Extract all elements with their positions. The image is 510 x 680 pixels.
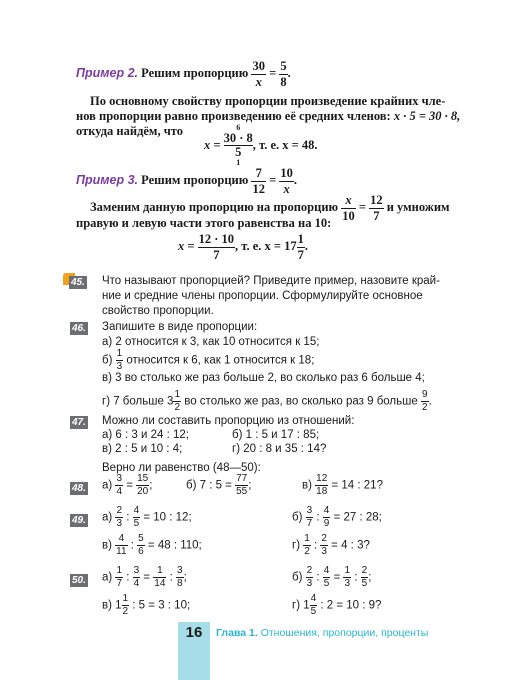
example-2-header: Пример 2. Решим пропорцию $\frac{30}{x}$ = $\frac{5}{8}$ . xyxy=(76,59,291,89)
task-46: Запишите в виде пропорции: а) 2 относится к 3, как 10 относится к 15; xyxy=(102,321,320,348)
example-2-text: Решим пропорцию xyxy=(141,65,249,80)
example-2-label: Пример 2. xyxy=(76,65,138,80)
task-46-v: в) 3 во столько же раз больше 2, во сколько раз 6 больше 4; xyxy=(102,372,425,384)
chapter-title: Глава 1. Отношения, пропорции, проценты xyxy=(216,627,429,639)
example-3-header: Пример 3. Решим пропорцию $\frac{7}{12}$ = $\frac{10}{x}$ . xyxy=(76,166,297,196)
fraction: $\frac{5}{8}$ xyxy=(280,59,287,89)
task-45: Что называют пропорцией? Приведите пример, назовите край- ние и средние члены пропорции. Сформулируйте основное свойство пропорции. xyxy=(102,275,440,317)
example-3-text: Решим пропорцию xyxy=(141,172,249,187)
example-2-solution: x = 6 30 · 8 5 1 , т. е. x = 48. xyxy=(204,123,318,167)
fraction: $\frac{30}{x}$ xyxy=(252,59,265,89)
task-48-b: б) 7 : 5 = $\frac{77}{55}$ ; xyxy=(186,473,252,497)
task-49-b: б) $\frac{3}{7}$ : $\frac{4}{9}$ = 27 : 28; xyxy=(292,505,382,529)
task-49-v: в) $\frac{4}{11}$ : $\frac{5}{6}$ = 48 : 110; xyxy=(102,533,202,557)
task-45-number: 45. xyxy=(71,277,85,288)
example-2-paragraph: По основному свойству пропорции произведение крайних чле- нов пропорции равно произведению её средних членов: x · 5 = 30 · 8, откуда найдём, что xyxy=(76,94,461,138)
task-48-v: в) $\frac{12}{18}$ = 14 : 21? xyxy=(302,473,383,497)
task-50-b: б) $\frac{2}{3}$ : $\frac{4}{5}$ = $\frac{1}{3}$ : $\frac{2}{5}$ ; xyxy=(292,565,372,589)
task-50-number: 50. xyxy=(72,575,86,586)
example-3-paragraph-2: правую и левую части этого равенства на 10: xyxy=(76,216,332,230)
page-number: 16 xyxy=(185,624,203,641)
task-49-g: г) $\frac{1}{2}$ : $\frac{2}{3}$ = 4 : 3? xyxy=(292,533,370,557)
task-48-number: 48. xyxy=(72,483,86,494)
example-3-label: Пример 3. xyxy=(76,172,138,187)
task-49-a: а) $\frac{2}{3}$ : $\frac{4}{5}$ = 10 : 12; xyxy=(102,505,192,529)
task-47: Можно ли составить пропорцию из отношений: xyxy=(102,415,355,427)
task-46-g: г) 7 больше 3 $\frac{1}{2}$ во столько же раз, во сколько раз 9 больше $\frac{9}{2}$ . xyxy=(102,389,432,413)
task-50-a: а) $\frac{1}{7}$ : $\frac{3}{4}$ = $\frac{1}{14}$ : $\frac{3}{8}$ ; xyxy=(102,565,187,589)
task-47-right: б) 1 : 5 и 17 : 85; г) 20 : 8 и 35 : 14? xyxy=(232,429,327,455)
task-50-g: г) 1 $\frac{4}{5}$ : 2 = 10 : 9? xyxy=(292,593,382,617)
task-46-b: б) $\frac{1}{3}$ относится к 6, как 1 относится к 18; xyxy=(102,348,315,372)
task-50-v: в) 1 $\frac{1}{2}$ : 5 = 3 : 10; xyxy=(102,593,191,617)
task-47-left: а) 6 : 3 и 24 : 12; в) 2 : 5 и 10 : 4; xyxy=(102,429,189,455)
example-3-solution: x = $\frac{12 \cdot 10}{7}$ , т. е. x = 17 $\frac{1}{7}$ . xyxy=(178,232,309,262)
task-48-a: а) $\frac{3}{4}$ = $\frac{15}{20}$ ; xyxy=(102,473,153,497)
example-3-paragraph: Заменим данную пропорцию на пропорцию $\frac{x}{10}$ = $\frac{12}{7}$ и умножим xyxy=(90,193,450,223)
question-heading: Верно ли равенство (48—50): xyxy=(102,462,261,474)
task-49-number: 49. xyxy=(72,515,86,526)
task-47-number: 47. xyxy=(72,417,86,428)
task-46-number: 46. xyxy=(72,323,86,334)
